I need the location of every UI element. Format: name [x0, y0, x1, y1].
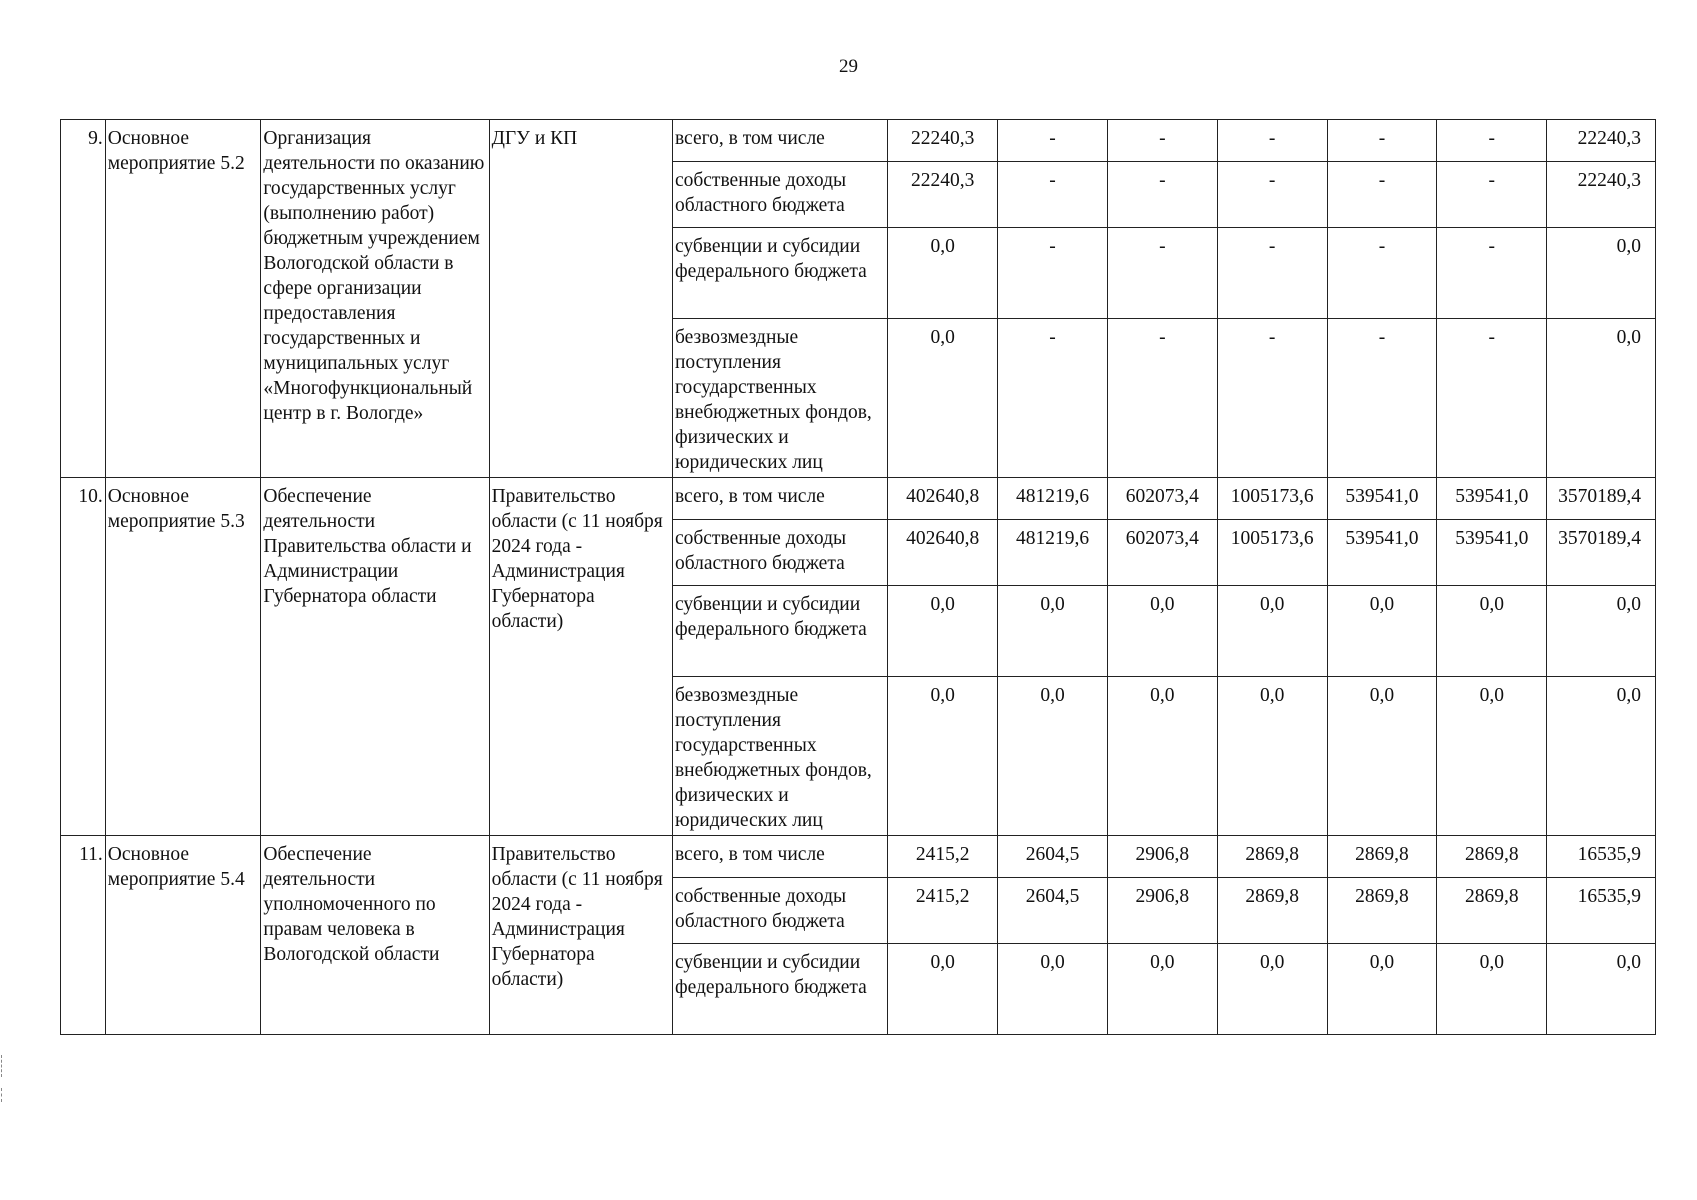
year-value: 481219,6: [998, 478, 1108, 520]
year-value: -: [1327, 120, 1437, 162]
year-value: 0,0: [1107, 677, 1217, 836]
year-value: -: [1437, 120, 1547, 162]
year-value: 1005173,6: [1217, 520, 1327, 586]
year-value: 2869,8: [1327, 878, 1437, 944]
total-value: 0,0: [1547, 677, 1656, 836]
scan-edge-mark: [1, 1088, 6, 1102]
total-value: 0,0: [1547, 586, 1656, 677]
year-value: 481219,6: [998, 520, 1108, 586]
funding-source-label: собственные доходы областного бюджета: [672, 520, 887, 586]
total-value: 3570189,4: [1547, 478, 1656, 520]
year-value: 0,0: [888, 586, 998, 677]
row-number: 11.: [61, 836, 106, 1035]
funding-source-label: собственные доходы областного бюджета: [672, 878, 887, 944]
year-value: 0,0: [1217, 586, 1327, 677]
funding-source-label: всего, в том числе: [672, 836, 887, 878]
year-value: 2869,8: [1217, 878, 1327, 944]
table-row: [61, 836, 1656, 878]
table-row: [61, 478, 1656, 520]
funding-source-label: безвозмездные поступления государственных внебюджетных фондов, физических и юридических лиц: [672, 677, 887, 836]
row-number: 10.: [61, 478, 106, 836]
executor: Правительство области (с 11 ноября 2024 года - Администрация Губернатора области): [489, 478, 672, 836]
year-value: 402640,8: [888, 478, 998, 520]
year-value: 0,0: [1217, 677, 1327, 836]
year-value: 2415,2: [888, 878, 998, 944]
year-value: -: [1217, 228, 1327, 319]
year-value: 2906,8: [1107, 836, 1217, 878]
funding-source-label: субвенции и субсидии федерального бюджета: [672, 228, 887, 319]
year-value: 0,0: [1327, 677, 1437, 836]
year-value: -: [1327, 162, 1437, 228]
year-value: -: [1107, 319, 1217, 478]
event-name: Обеспечение деятельности уполномоченного по правам человека в Вологодской области: [261, 836, 489, 1035]
year-value: -: [1107, 162, 1217, 228]
total-value: 22240,3: [1547, 120, 1656, 162]
event-name: Обеспечение деятельности Правительства области и Администрации Губернатора области: [261, 478, 489, 836]
total-value: 0,0: [1547, 319, 1656, 478]
year-value: 2869,8: [1327, 836, 1437, 878]
event-name: Организация деятельности по оказанию государственных услуг (выполнению работ) бюджетным учреждением Вологодской области в сфере организации предоставления государственных и муниципальных услуг «Многофункциональный центр в г. Вологде»: [261, 120, 489, 478]
total-value: 0,0: [1547, 228, 1656, 319]
year-value: -: [1107, 120, 1217, 162]
funding-source-label: всего, в том числе: [672, 120, 887, 162]
year-value: 602073,4: [1107, 478, 1217, 520]
total-value: 0,0: [1547, 944, 1656, 1035]
total-value: 16535,9: [1547, 878, 1656, 944]
year-value: 539541,0: [1437, 478, 1547, 520]
funding-source-label: всего, в том числе: [672, 478, 887, 520]
year-value: -: [1107, 228, 1217, 319]
year-value: -: [1437, 162, 1547, 228]
row-number: 9.: [61, 120, 106, 478]
scan-edge-mark: [1, 1055, 6, 1077]
year-value: 539541,0: [1327, 520, 1437, 586]
year-value: 2869,8: [1217, 836, 1327, 878]
year-value: 0,0: [1437, 677, 1547, 836]
year-value: 2906,8: [1107, 878, 1217, 944]
funding-source-label: субвенции и субсидии федерального бюджета: [672, 586, 887, 677]
year-value: 2869,8: [1437, 836, 1547, 878]
funding-source-label: субвенции и субсидии федерального бюджета: [672, 944, 887, 1035]
funding-source-label: безвозмездные поступления государственных внебюджетных фондов, физических и юридических лиц: [672, 319, 887, 478]
funding-source-label: собственные доходы областного бюджета: [672, 162, 887, 228]
year-value: 1005173,6: [1217, 478, 1327, 520]
year-value: -: [998, 228, 1108, 319]
year-value: -: [1217, 120, 1327, 162]
year-value: 0,0: [888, 677, 998, 836]
year-value: -: [1437, 319, 1547, 478]
year-value: 539541,0: [1437, 520, 1547, 586]
year-value: -: [1437, 228, 1547, 319]
year-value: -: [998, 319, 1108, 478]
year-value: -: [1217, 162, 1327, 228]
year-value: 0,0: [998, 677, 1108, 836]
year-value: 0,0: [888, 228, 998, 319]
year-value: 22240,3: [888, 162, 998, 228]
year-value: 0,0: [888, 944, 998, 1035]
executor: ДГУ и КП: [489, 120, 672, 478]
year-value: 0,0: [1107, 944, 1217, 1035]
year-value: 602073,4: [1107, 520, 1217, 586]
year-value: 0,0: [998, 944, 1108, 1035]
total-value: 22240,3: [1547, 162, 1656, 228]
year-value: 539541,0: [1327, 478, 1437, 520]
table-row: [61, 120, 1656, 162]
year-value: 0,0: [888, 319, 998, 478]
year-value: 22240,3: [888, 120, 998, 162]
year-value: -: [1327, 319, 1437, 478]
budget-table: [60, 119, 1656, 1035]
year-value: 0,0: [1437, 944, 1547, 1035]
executor: Правительство области (с 11 ноября 2024 года - Администрация Губернатора области): [489, 836, 672, 1035]
year-value: 2604,5: [998, 836, 1108, 878]
event-type: Основное мероприятие 5.4: [105, 836, 261, 1035]
year-value: 2604,5: [998, 878, 1108, 944]
event-type: Основное мероприятие 5.2: [105, 120, 261, 478]
year-value: 402640,8: [888, 520, 998, 586]
year-value: -: [998, 162, 1108, 228]
total-value: 16535,9: [1547, 836, 1656, 878]
year-value: 0,0: [998, 586, 1108, 677]
year-value: -: [1327, 228, 1437, 319]
year-value: 0,0: [1327, 944, 1437, 1035]
page-number: 29: [839, 56, 858, 77]
event-type: Основное мероприятие 5.3: [105, 478, 261, 836]
year-value: -: [1217, 319, 1327, 478]
year-value: 0,0: [1107, 586, 1217, 677]
total-value: 3570189,4: [1547, 520, 1656, 586]
year-value: 0,0: [1437, 586, 1547, 677]
year-value: 2415,2: [888, 836, 998, 878]
year-value: -: [998, 120, 1108, 162]
year-value: 2869,8: [1437, 878, 1547, 944]
year-value: 0,0: [1217, 944, 1327, 1035]
year-value: 0,0: [1327, 586, 1437, 677]
